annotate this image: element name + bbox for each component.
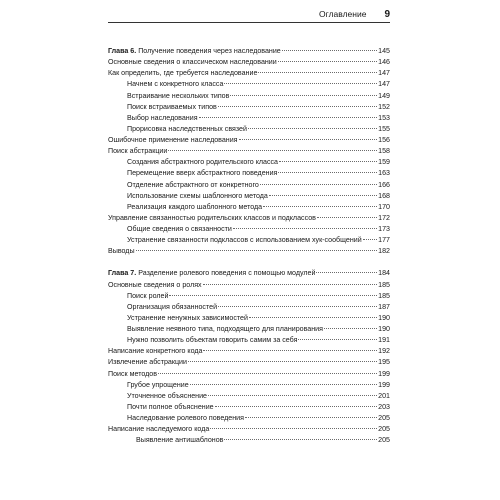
toc-entry-title xyxy=(136,435,223,446)
entry-title-text: Управление связанностью родительских классов и подклассов xyxy=(108,213,316,222)
entry-title-text: Встраивание нескольких типов xyxy=(127,91,230,100)
toc-entry-title xyxy=(108,346,202,357)
toc-page-number: 159 xyxy=(378,158,390,167)
toc-page-number: 146 xyxy=(378,58,390,67)
toc-entry-title xyxy=(127,302,217,313)
toc-chapter-block xyxy=(108,268,390,446)
toc-page-number: 190 xyxy=(378,313,390,322)
toc-entry xyxy=(108,380,390,391)
table-of-contents xyxy=(108,46,390,457)
toc-page-number: 185 xyxy=(378,291,390,300)
dot-leader xyxy=(317,216,377,218)
toc-entry-title xyxy=(127,124,247,135)
dot-leader xyxy=(248,127,377,129)
toc-entry-title xyxy=(127,335,297,346)
toc-entry-title xyxy=(127,191,268,202)
toc-entry-title xyxy=(127,224,232,235)
toc-entry xyxy=(108,224,390,235)
toc-entry xyxy=(108,313,390,324)
toc-page-number: 184 xyxy=(378,269,390,278)
toc-entry-title xyxy=(108,146,167,157)
toc-entry-title xyxy=(127,291,168,302)
toc-entry-title xyxy=(108,280,202,291)
toc-entry-title xyxy=(127,235,362,246)
toc-page-number: 187 xyxy=(378,302,390,311)
dot-leader xyxy=(269,194,377,196)
toc-entry-title xyxy=(127,180,259,191)
toc-page-number: 168 xyxy=(378,191,390,200)
entry-title-text: Поиск ролей xyxy=(127,291,169,300)
toc-entry xyxy=(108,168,390,179)
entry-title-text: Реализация каждого шаблонного метода xyxy=(127,202,263,211)
dot-leader xyxy=(363,238,377,240)
toc-page-number: 149 xyxy=(378,91,390,100)
toc-entry xyxy=(108,124,390,135)
toc-entry-title xyxy=(108,424,209,435)
toc-entry xyxy=(108,391,390,402)
toc-entry xyxy=(108,235,390,246)
page-number: 9 xyxy=(384,8,390,20)
toc-entry xyxy=(108,324,390,335)
entry-title-text: Ошибочное применение наследования xyxy=(108,136,238,144)
entry-title-text: Наследование ролевого поведения xyxy=(127,414,244,422)
toc-entry xyxy=(108,335,390,346)
toc-entry xyxy=(108,346,390,357)
entry-title-text: Нужно позволить объектам говорить самим за себя xyxy=(127,336,298,345)
dot-leader xyxy=(260,183,377,185)
toc-entry xyxy=(108,202,390,213)
toc-entry xyxy=(108,146,390,157)
toc-entry-title xyxy=(127,79,223,90)
toc-entry-title xyxy=(127,380,189,391)
toc-entry xyxy=(108,291,390,302)
toc-entry-title xyxy=(127,413,244,424)
toc-entry-title xyxy=(108,246,135,257)
entry-title-text: Выявление антишаблонов xyxy=(136,436,224,445)
toc-page-number: 156 xyxy=(378,136,390,144)
toc-entry xyxy=(108,413,390,424)
toc-entry-title xyxy=(108,57,277,68)
toc-entry xyxy=(108,79,390,90)
toc-page-number: 153 xyxy=(378,113,390,122)
toc-page-number: 155 xyxy=(378,124,390,133)
dot-leader xyxy=(169,294,377,296)
entry-title-text: Использование схемы шаблонного метода xyxy=(127,191,268,200)
toc-chapter-entry xyxy=(108,46,390,57)
dot-leader xyxy=(168,149,377,151)
entry-title-text: Поиск абстракции xyxy=(108,147,168,156)
entry-title-text: Общие сведения о связанности xyxy=(127,225,232,233)
chapter-number: Глава 7. xyxy=(108,269,137,278)
dot-leader xyxy=(245,416,377,418)
toc-entry-title xyxy=(127,402,214,413)
dot-leader xyxy=(203,283,378,285)
dot-leader xyxy=(218,305,377,307)
toc-entry xyxy=(108,302,390,313)
toc-entry xyxy=(108,180,390,191)
toc-entry xyxy=(108,435,390,446)
toc-entry xyxy=(108,102,390,113)
toc-entry-title xyxy=(108,68,257,79)
entry-title-text: Выбор наследования xyxy=(127,113,198,122)
toc-entry-title xyxy=(127,157,278,168)
toc-entry xyxy=(108,424,390,435)
dot-leader xyxy=(233,227,377,229)
entry-title-text: Поиск встраиваемых типов xyxy=(127,102,217,111)
toc-page-number: 205 xyxy=(378,414,390,422)
toc-entry xyxy=(108,246,390,257)
entry-title-text: Выводы xyxy=(108,247,135,256)
toc-chapter-block xyxy=(108,46,390,257)
toc-page-number: 205 xyxy=(378,436,390,445)
toc-entry-title xyxy=(127,391,207,402)
dot-leader xyxy=(208,394,377,396)
dot-leader xyxy=(324,327,377,329)
toc-page-number: 177 xyxy=(378,236,390,245)
toc-entry-title xyxy=(108,268,315,279)
toc-entry xyxy=(108,68,390,79)
dot-leader xyxy=(239,138,378,140)
toc-page-number: 166 xyxy=(378,180,390,189)
toc-entry xyxy=(108,280,390,291)
toc-page-number: 190 xyxy=(378,325,390,333)
toc-chapter-entry xyxy=(108,268,390,279)
dot-leader xyxy=(190,383,377,385)
dot-leader xyxy=(224,82,377,84)
dot-leader xyxy=(279,160,377,162)
toc-page-number: 205 xyxy=(378,425,390,434)
toc-entry-title xyxy=(127,91,229,102)
toc-page-number: 147 xyxy=(378,80,390,89)
entry-title-text: Основные сведения о классическом наследовании xyxy=(108,58,277,67)
toc-page-number: 147 xyxy=(378,69,390,78)
entry-title-text: Организация обязанностей xyxy=(127,302,218,311)
header-rule xyxy=(108,22,390,23)
toc-entry-title xyxy=(108,46,281,57)
entry-title-text: Уточненное объяснение xyxy=(127,391,208,400)
running-head xyxy=(108,6,390,22)
toc-page-number: 203 xyxy=(378,402,390,411)
entry-title-text: Перемещение вверх абстрактного поведения xyxy=(127,169,278,178)
toc-page-number: 195 xyxy=(378,358,390,367)
entry-title-text: Извлечение абстракции xyxy=(108,358,187,367)
toc-entry xyxy=(108,191,390,202)
dot-leader xyxy=(218,105,377,107)
toc-entry xyxy=(108,113,390,124)
chapter-number: Глава 6. xyxy=(108,47,137,55)
toc-page-number: 182 xyxy=(378,247,390,256)
toc-entry xyxy=(108,369,390,380)
toc-page-number: 172 xyxy=(378,213,390,222)
entry-title-text: Начнем с конкретного класса xyxy=(127,80,224,89)
entry-title-text: Разделение ролевого поведения с помощью модулей xyxy=(138,269,316,278)
dot-leader xyxy=(203,349,377,351)
entry-title-text: Написание наследуемого кода xyxy=(108,425,210,434)
toc-page-number: 199 xyxy=(378,380,390,389)
toc-page-number: 145 xyxy=(378,47,390,55)
toc-entry-title xyxy=(127,324,323,335)
entry-title-text: Основные сведения о ролях xyxy=(108,280,202,289)
dot-leader xyxy=(282,49,377,51)
entry-title-text: Устранение связанности подклассов с использованием хук-сообщений xyxy=(127,236,362,245)
toc-page-number: 192 xyxy=(378,347,390,356)
dot-leader xyxy=(215,405,378,407)
toc-page-number: 170 xyxy=(378,202,390,211)
entry-title-text: Написание конкретного кода xyxy=(108,347,203,356)
toc-page-number: 173 xyxy=(378,225,390,233)
entry-title-text: Выявление неявного типа, подходящего для планирования xyxy=(127,325,323,333)
toc-entry xyxy=(108,402,390,413)
toc-entry xyxy=(108,357,390,368)
toc-entry-title xyxy=(108,135,238,146)
entry-title-text: Создания абстрактного родительского класса xyxy=(127,158,278,167)
dot-leader xyxy=(298,338,377,340)
entry-title-text: Почти полное объяснение xyxy=(127,402,214,411)
toc-page-number: 199 xyxy=(378,369,390,378)
entry-title-text: Получение поведения через наследование xyxy=(138,47,281,55)
entry-title-text: Прорисовка наследственных связей xyxy=(127,124,247,133)
toc-page-number: 163 xyxy=(378,169,390,178)
toc-page-number: 158 xyxy=(378,147,390,156)
toc-entry xyxy=(108,91,390,102)
toc-entry-title xyxy=(127,202,262,213)
dot-leader xyxy=(316,271,377,273)
toc-entry-title xyxy=(127,168,277,179)
toc-entry-title xyxy=(127,313,248,324)
dot-leader xyxy=(278,171,377,173)
entry-title-text: Отделение абстрактного от конкретного xyxy=(127,180,259,189)
running-head-title: Оглавление xyxy=(319,9,367,19)
toc-entry-title xyxy=(108,213,316,224)
dot-leader xyxy=(224,438,377,440)
dot-leader xyxy=(230,94,377,96)
entry-title-text: Устранение ненужных зависимостей xyxy=(127,313,248,322)
toc-entry xyxy=(108,213,390,224)
toc-entry-title xyxy=(127,102,217,113)
dot-leader xyxy=(249,316,377,318)
toc-entry xyxy=(108,157,390,168)
dot-leader xyxy=(210,427,377,429)
toc-entry-title xyxy=(108,369,157,380)
toc-entry xyxy=(108,135,390,146)
dot-leader xyxy=(188,360,377,362)
dot-leader xyxy=(158,372,377,374)
toc-page-number: 152 xyxy=(378,102,390,111)
dot-leader xyxy=(263,205,377,207)
dot-leader xyxy=(199,116,378,118)
entry-title-text: Грубое упрощение xyxy=(127,380,189,389)
toc-entry-title xyxy=(108,357,187,368)
toc-page-number: 191 xyxy=(378,336,390,345)
entry-title-text: Поиск методов xyxy=(108,369,158,378)
toc-entry-title xyxy=(127,113,198,124)
toc-page-number: 185 xyxy=(378,280,390,289)
entry-title-text: Как определить, где требуется наследование xyxy=(108,69,258,78)
dot-leader xyxy=(136,249,378,251)
toc-page-number: 201 xyxy=(378,391,390,400)
dot-leader xyxy=(258,71,377,73)
toc-entry xyxy=(108,57,390,68)
dot-leader xyxy=(278,60,377,62)
